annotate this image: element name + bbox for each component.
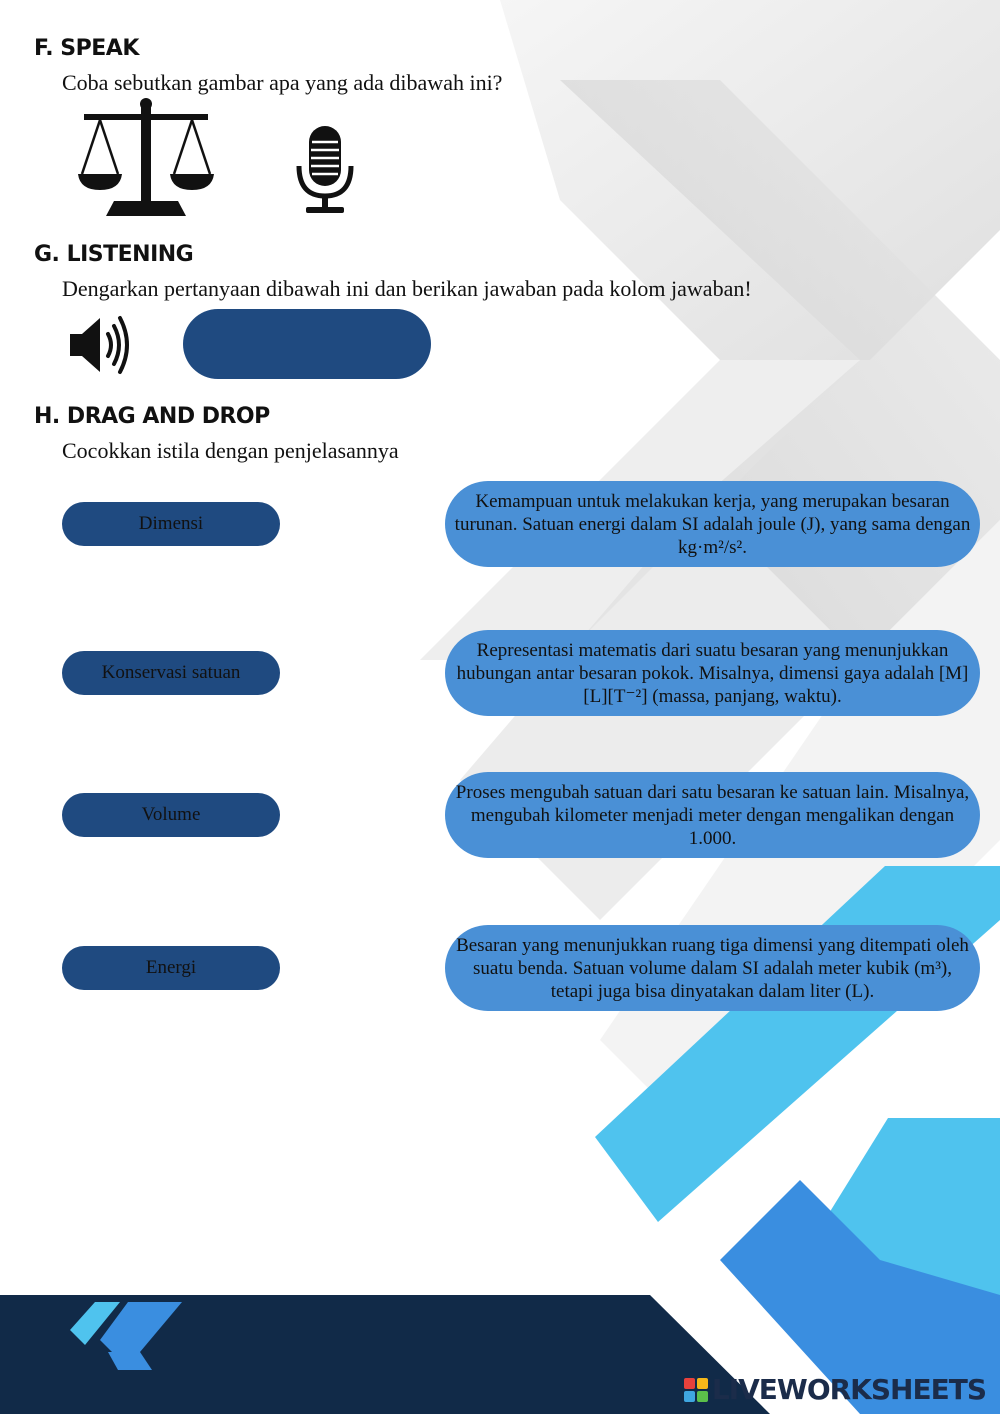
drag-term-dimensi[interactable]: Dimensi	[62, 502, 280, 546]
drag-term-volume[interactable]: Volume	[62, 793, 280, 837]
microphone-icon	[294, 124, 356, 216]
brand-grid-icon	[684, 1378, 708, 1402]
drop-target-definition[interactable]: Kemampuan untuk melakukan kerja, yang merupakan besaran turunan. Satuan energi dalam SI adalah joule (J), yang sama dengan kg·m²/s².	[445, 481, 980, 567]
drag-drop-instruction: Cocokkan istila dengan penjelasannya	[62, 438, 399, 463]
listening-instruction: Dengarkan pertanyaan dibawah ini dan berikan jawaban pada kolom jawaban!	[62, 276, 752, 301]
drag-drop-section-title: H. DRAG AND DROP	[34, 404, 270, 429]
drop-target-definition[interactable]: Besaran yang menunjukkan ruang tiga dimensi yang ditempati oleh suatu benda. Satuan volume dalam SI adalah meter kubik (m³), tetapi juga bisa dinyatakan dalam liter (L).	[445, 925, 980, 1011]
drag-term-energi[interactable]: Energi	[62, 946, 280, 990]
balance-scale-icon	[74, 96, 218, 220]
brand-name: LIVEWORKSHEETS	[711, 1373, 986, 1406]
listening-section-title: G. LISTENING	[34, 242, 194, 267]
listening-answer-input[interactable]	[183, 309, 431, 379]
speaker-icon[interactable]	[68, 314, 132, 376]
drag-term-konservasi-satuan[interactable]: Konservasi satuan	[62, 651, 280, 695]
drop-target-definition[interactable]: Proses mengubah satuan dari satu besaran ke satuan lain. Misalnya, mengubah kilometer menjadi meter dengan mengalikan dengan 1.000.	[445, 772, 980, 858]
speak-instruction: Coba sebutkan gambar apa yang ada dibawah ini?	[62, 70, 503, 95]
liveworksheets-logo	[684, 1373, 986, 1406]
speak-section-title: F. SPEAK	[34, 36, 139, 61]
drop-target-definition[interactable]: Representasi matematis dari suatu besaran yang menunjukkan hubungan antar besaran pokok. Misalnya, dimensi gaya adalah [M][L][T⁻²] (massa, panjang, waktu).	[445, 630, 980, 716]
